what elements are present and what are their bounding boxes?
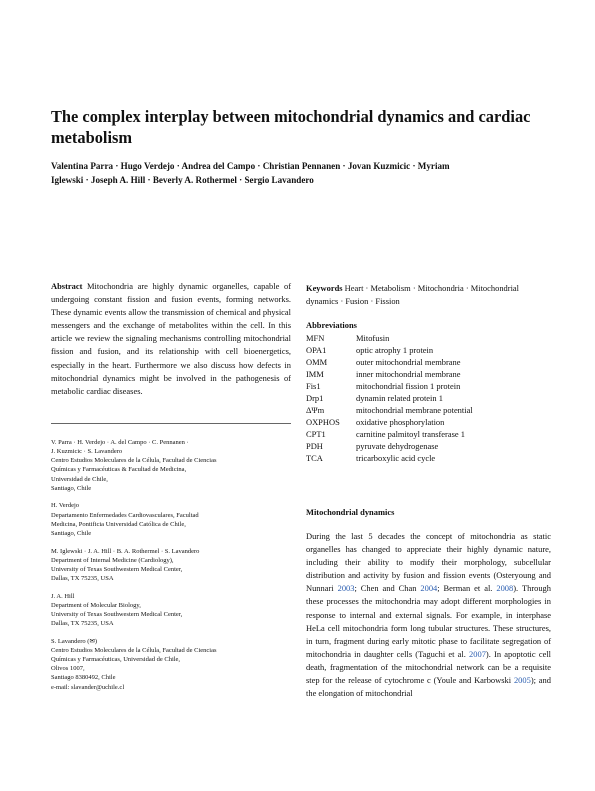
abbreviation-row <box>306 392 473 404</box>
body-text-run: ; Chen and Chan <box>354 583 421 594</box>
abbreviation-term: Drp1 <box>306 393 324 403</box>
abbreviation-term: OXPHOS <box>306 417 340 427</box>
abbreviation-term: OPA1 <box>306 345 327 355</box>
affiliation-line: Dallas, TX 75235, USA <box>51 575 114 583</box>
body-text-run: ; Berman et al. <box>437 583 497 594</box>
affiliation-line: Universidad de Chile, <box>51 475 108 483</box>
abbreviation-definition: tricarboxylic acid cycle <box>356 453 436 463</box>
abbreviation-row <box>306 428 473 440</box>
abbreviation-term: MFN <box>306 333 325 343</box>
abbreviation-term: PDH <box>306 441 323 451</box>
abbreviation-term: TCA <box>306 453 323 463</box>
affiliation-line: V. Parra · H. Verdejo · A. del Campo · C. Pennanen · <box>51 439 189 446</box>
affiliation-line: H. Verdejo <box>51 502 80 510</box>
citation-link[interactable]: 2003 <box>337 583 355 594</box>
affiliation-line: Olivos 1007, <box>51 665 85 673</box>
abbreviation-row <box>306 416 473 428</box>
abbreviation-row <box>306 452 473 464</box>
affiliation-line: M. Iglewski · J. A. Hill · B. A. Rothermel · S. Lavandero <box>51 547 200 555</box>
affiliation-line: Department of Molecular Biology, <box>51 601 141 609</box>
abbreviation-term: Fis1 <box>306 381 321 391</box>
body-text-run: ). Through these processes the mitochondria may adopt different morphologies in response to internal and external signals. For example, in interphase HeLa cell mitochondria form long tubular structures. These structures, in turn, fragment during early mitotic phase to facilitate segregation of mitochondria in daughter cells (Taguchi et al. <box>306 583 551 659</box>
body-text-run: ); and the elongation of mitochondrial <box>306 675 551 699</box>
abbreviation-definition: inner mitochondrial membrane <box>356 369 461 379</box>
affiliation-line: University of Texas Southwestern Medical Center, <box>51 611 183 618</box>
abbreviations-table <box>306 332 473 464</box>
affiliation-line: Department of Internal Medicine (Cardiology), <box>51 556 174 564</box>
affiliation-line: Departamento Enfermedades Cardiovasculares, Facultad <box>51 511 199 519</box>
abbreviation-term: OMM <box>306 357 328 367</box>
affiliation-line: J. Kuzmicic · S. Lavandero <box>51 448 123 456</box>
affiliation-separator <box>51 423 291 424</box>
paper-title: The complex interplay between mitochondrial dynamics and cardiac metabolism <box>51 107 531 147</box>
citation-link[interactable]: 2004 <box>420 583 438 594</box>
abstract-label: Abstract <box>51 281 83 291</box>
affiliation-line: Químicas y Farmacéuticas, Universidad de Chile, <box>51 656 181 664</box>
abbreviation-term: ΔΨm <box>306 405 325 415</box>
email-address[interactable]: e-mail: slavander@uchile.cl <box>51 683 125 691</box>
author-list: Valentina Parra · Hugo Verdejo · Andrea del Campo · Christian Pennanen · Jovan Kuzmicic · Myriam Iglewski · Joseph A. Hill · Beverly A. Rothermel · Sergio Lavandero <box>51 161 450 185</box>
affiliation-block <box>51 501 291 538</box>
abbreviation-term: CPT1 <box>306 429 326 439</box>
abbreviation-term: IMM <box>306 369 324 379</box>
keywords <box>306 282 551 308</box>
affiliation-line: S. Lavandero (✉) <box>51 637 98 645</box>
abbreviation-row <box>306 404 473 416</box>
abbreviation-definition: optic atrophy 1 protein <box>356 345 434 355</box>
abbreviation-definition: outer mitochondrial membrane <box>356 357 461 367</box>
abbreviation-definition: pyruvate dehydrogenase <box>356 441 439 451</box>
abstract <box>51 280 291 398</box>
abbreviation-definition: dynamin related protein 1 <box>356 393 443 403</box>
abbreviation-row <box>306 344 473 356</box>
affiliation-line: Medicina, Pontificia Universidad Católica de Chile, <box>51 520 186 528</box>
affiliation-line: University of Texas Southwestern Medical Center, <box>51 565 183 573</box>
abbreviation-row <box>306 356 473 368</box>
affiliation-line: Santiago, Chile <box>51 484 92 492</box>
affiliation-block <box>51 592 291 629</box>
body-text-run: During the last 5 decades the concept of mitochondria as static organelles has changed to appreciate their highly dynamic nature, including their ability to modify their morphology, subcellular distribution and activity by fusion and fission events (Osteryoung and Nunnari <box>306 531 551 594</box>
affiliation-line: Químicas y Farmacéuticas & Facultad de Medicina, <box>51 466 187 474</box>
abbreviation-row <box>306 380 473 392</box>
abbreviation-definition: oxidative phosphorylation <box>356 417 445 427</box>
abbreviation-definition: carnitine palmitoyl transferase 1 <box>356 429 465 439</box>
affiliation-line: J. A. Hill <box>51 592 75 600</box>
affiliation-line: Dallas, TX 75235, USA <box>51 620 114 628</box>
citation-link[interactable]: 2007 <box>469 648 486 659</box>
keywords-label: Keywords <box>306 283 343 293</box>
affiliation-block <box>51 547 291 584</box>
affiliation-line: Santiago 8380492, Chile <box>51 674 116 682</box>
abbreviation-definition: Mitofusin <box>356 333 390 343</box>
affiliation-block <box>51 637 291 692</box>
abbreviations-heading: Abbreviations <box>306 320 357 330</box>
abbreviation-row <box>306 440 473 452</box>
affiliation-line: Santiago, Chile <box>51 529 92 537</box>
affiliations <box>51 438 291 700</box>
abbreviation-row <box>306 332 473 344</box>
abbreviation-row <box>306 368 473 380</box>
affiliation-block <box>51 438 291 493</box>
affiliation-line: Centro Estudios Moleculares de la Célula, Facultad de Ciencias <box>51 646 217 654</box>
abbreviation-definition: mitochondrial membrane potential <box>356 405 473 415</box>
affiliation-line: Centro Estudios Moleculares de la Célula, Facultad de Ciencias <box>51 457 217 465</box>
section-heading: Mitochondrial dynamics <box>306 507 395 517</box>
abstract-text: Mitochondria are highly dynamic organelles, capable of undergoing constant fission and fusion events, forming networks. These dynamic events allow the transmission of chemical and physical messengers and the exchange of metabolites within the cell. In this article we review the signaling mechanisms controlling mitochondrial fission and fusion, and its relationship with cell bioenergetics, especially in the heart. Furthermore we also discuss how defects in mitochondrial dynamics might be involved in the pathogenesis of metabolic cardiac diseases. <box>51 281 292 396</box>
citation-link[interactable]: 2005 <box>513 675 531 686</box>
body-paragraph <box>306 530 551 700</box>
citation-link[interactable]: 2008 <box>496 583 514 594</box>
keywords-text: Heart · Metabolism · Mitochondria · Mitochondrial dynamics · Fusion · Fission <box>306 283 520 306</box>
body-text-run: ). In apoptotic cell death, fragmentation of the mitochondrial network can be a requisite step for the release of cytochrome c (Youle and Karbowski <box>306 648 552 686</box>
abbreviation-definition: mitochondrial fission 1 protein <box>356 381 461 391</box>
